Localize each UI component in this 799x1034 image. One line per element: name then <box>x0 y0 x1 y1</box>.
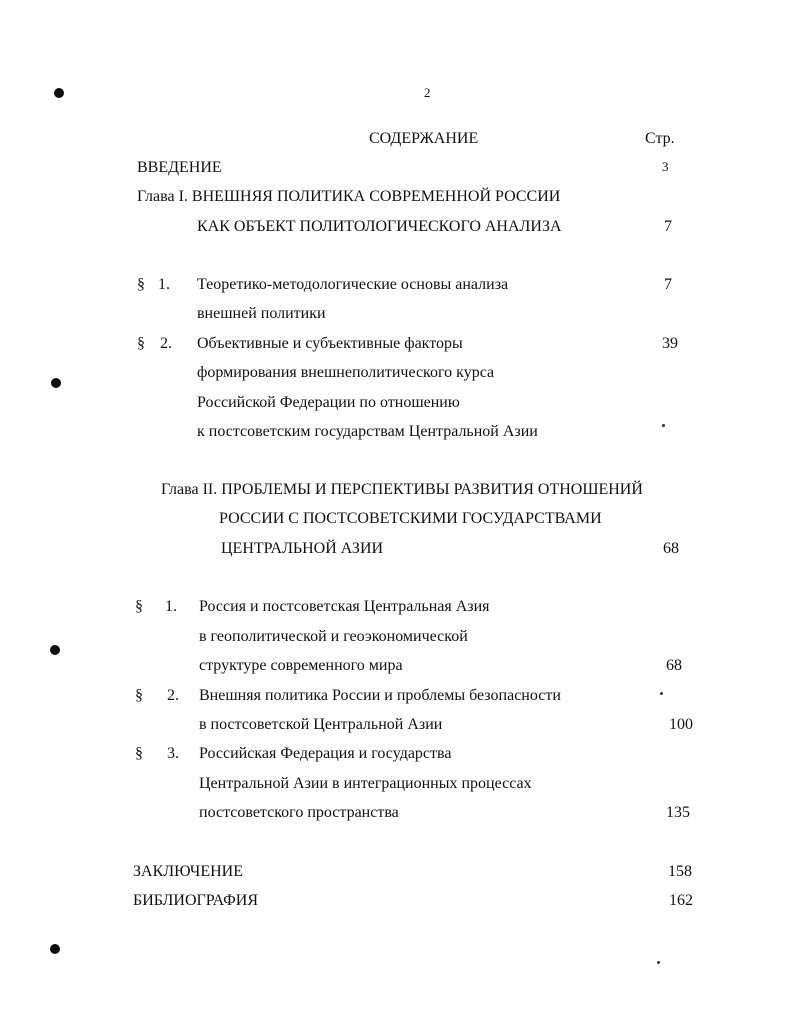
chapter2-title-continued: ЦЕНТРАЛЬНОЙ АЗИИ <box>221 540 384 557</box>
chapter2-page: 68 <box>663 540 679 557</box>
section-symbol: § <box>137 276 145 293</box>
binder-hole-mark <box>50 944 60 954</box>
section-symbol: § <box>137 335 145 352</box>
chapter2-title-continued: РОССИИ С ПОСТСОВЕТСКИМИ ГОСУДАРСТВАМИ <box>219 510 602 527</box>
section-symbol: § <box>135 598 143 615</box>
section-title: Российская Федерация и государства <box>199 745 452 762</box>
section-title-continued: структуре современного мира <box>199 657 403 674</box>
section-number: 2. <box>167 687 179 704</box>
section-title: Внешняя политика России и проблемы безопасности <box>199 687 561 704</box>
section-number: 1. <box>165 598 177 615</box>
section-number: 3. <box>167 745 179 762</box>
section-symbol: § <box>135 687 143 704</box>
section-title-continued: формирования внешнеполитического курса <box>197 364 495 381</box>
scan-speck <box>657 961 660 964</box>
section-number: 2. <box>160 335 172 352</box>
section-title-continued: постсоветского пространства <box>199 804 399 821</box>
section-number: 1. <box>158 276 170 293</box>
section-symbol: § <box>135 745 143 762</box>
toc-page-introduction: 3 <box>662 159 669 174</box>
chapter1-title: Глава I. ВНЕШНЯЯ ПОЛИТИКА СОВРЕМЕННОЙ РОССИИ <box>137 188 561 205</box>
toc-entry-conclusion: ЗАКЛЮЧЕНИЕ <box>133 863 243 880</box>
section-title: Теоретико-методологические основы анализа <box>197 276 509 293</box>
section-title: Объективные и субъективные факторы <box>197 335 463 352</box>
section-title-continued: внешней политики <box>197 305 326 322</box>
chapter2-title: Глава II. ПРОБЛЕМЫ И ПЕРСПЕКТИВЫ РАЗВИТИЯ ОТНОШЕНИЙ <box>161 481 643 498</box>
binder-hole-mark <box>50 645 60 655</box>
section-page: 68 <box>666 657 682 674</box>
toc-page-conclusion: 158 <box>668 863 692 880</box>
binder-hole-mark <box>51 378 61 388</box>
toc-entry-bibliography: БИБЛИОГРАФИЯ <box>133 892 259 909</box>
section-title-continued: к постсоветским государствам Центральной Азии <box>197 423 538 440</box>
toc-entry-introduction: ВВЕДЕНИЕ <box>137 159 222 176</box>
page-column-label: Стр. <box>645 130 675 147</box>
binder-hole-mark <box>54 88 64 98</box>
chapter1-title-continued: КАК ОБЪЕКТ ПОЛИТОЛОГИЧЕСКОГО АНАЛИЗА <box>197 218 562 235</box>
section-title-continued: Центральной Азии в интеграционных процессах <box>199 775 532 792</box>
section-page: 135 <box>666 804 690 821</box>
section-title-continued: в постсоветской Центральной Азии <box>199 716 443 733</box>
section-title-continued: Российской Федерации по отношению <box>197 394 460 411</box>
section-title-continued: в геополитической и геоэкономической <box>199 628 468 645</box>
toc-page-bibliography: 162 <box>669 892 693 909</box>
scan-speck <box>660 692 663 695</box>
section-page: 100 <box>669 716 693 733</box>
scan-speck <box>662 424 665 427</box>
page-number: 2 <box>424 85 431 100</box>
chapter1-page: 7 <box>664 218 672 235</box>
section-page: 39 <box>662 335 678 352</box>
toc-heading: СОДЕРЖАНИЕ <box>369 130 479 147</box>
section-title: Россия и постсоветская Центральная Азия <box>199 598 490 615</box>
section-page: 7 <box>664 276 672 293</box>
